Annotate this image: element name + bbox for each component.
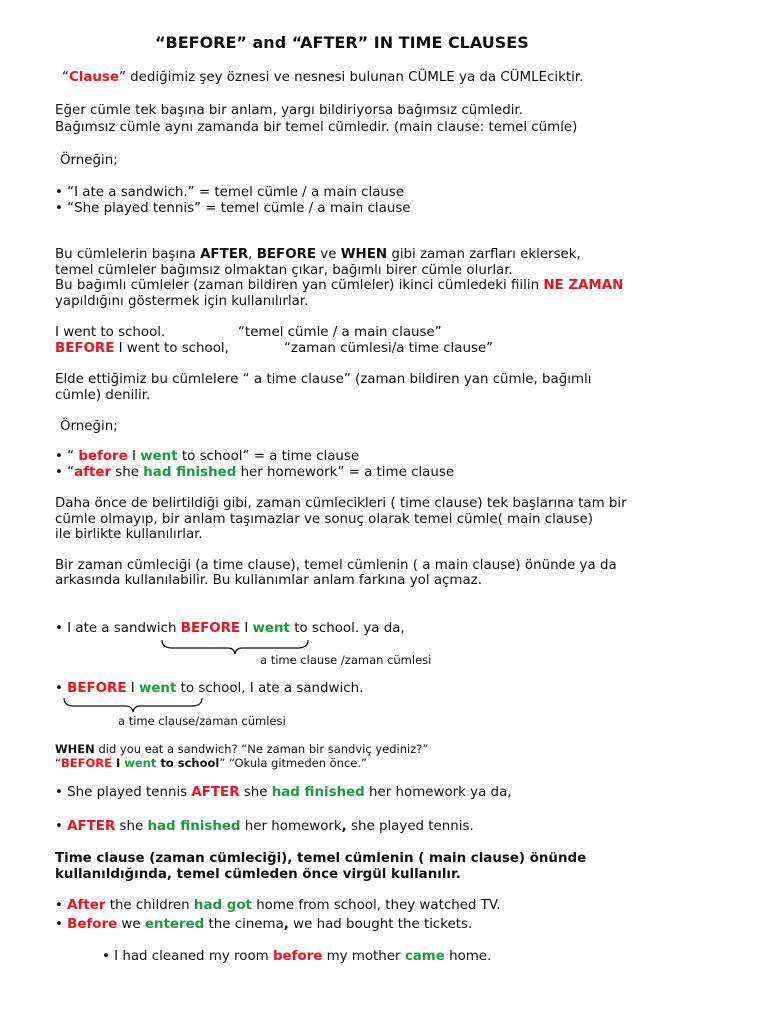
- before-answer: [55, 755, 367, 771]
- keyword-before: BEFORE: [180, 621, 241, 636]
- text-run: Bu bağımlı cümleler (zaman bildiren yan cümleler) ikinci cümledeki fiilin: [55, 278, 544, 293]
- keyword-after: After: [67, 898, 106, 913]
- example-sentence-7: [102, 949, 491, 965]
- text-run: the cinema: [204, 917, 284, 932]
- text-run: her homework” = a time clause: [236, 465, 455, 480]
- text-run: ,: [248, 247, 257, 262]
- keyword-before: BEFORE: [60, 756, 112, 770]
- text-run: home from school, they watched TV.: [251, 898, 501, 913]
- text-run: did you eat a sandwich? “Ne zaman bir sandviç yediniz?”: [94, 742, 429, 756]
- text-run: she: [111, 465, 144, 480]
- paragraph-2-line-4: yapıldığını göstermek için kullanılırlar.: [55, 294, 309, 309]
- keyword-before: BEFORE: [55, 341, 115, 356]
- keyword-before: before: [272, 949, 323, 964]
- paragraph-4-line-3: ile birlikte kullanılırlar.: [55, 527, 203, 542]
- intro-line: [62, 70, 583, 86]
- keyword-after: AFTER: [67, 819, 116, 834]
- text-run: she: [239, 785, 272, 800]
- paragraph-2-line-1: [55, 247, 581, 263]
- example-sentence-3: [55, 785, 512, 801]
- paragraph-3-line-1: Elde ettiğimiz bu cümlelere “ a time clause” (zaman bildiren yan cümle, bağımlı: [55, 372, 592, 387]
- bullet-time-clause-1: [55, 449, 359, 465]
- paragraph-4-line-2: cümle olmayıp, bir anlam taşımazlar ve sonuç olarak temel cümle( main clause): [55, 512, 593, 527]
- example-main-clause-note: “temel cümle / a main clause”: [238, 325, 442, 340]
- text-run: her homework ya da,: [364, 785, 512, 800]
- example-time-clause-note: “zaman cümlesi/a time clause”: [284, 341, 494, 356]
- keyword-before: before: [78, 449, 128, 464]
- paragraph-5-line-1: Bir zaman cümleciği (a time clause), temel cümlenin ( a main clause) önünde ya da: [55, 558, 617, 573]
- text-run: to school. ya da,: [289, 621, 405, 636]
- text-run: I went to school,: [114, 341, 229, 356]
- example-sentence-6: [55, 917, 472, 933]
- example-sentence-4: [55, 819, 474, 835]
- quote-mark: “: [62, 70, 69, 85]
- text-run: we had bought the tickets.: [288, 917, 473, 932]
- text-run: • I ate a sandwich: [55, 621, 181, 636]
- bullet-main-clause-1: • “I ate a sandwich.” = temel cümle / a main clause: [55, 185, 405, 200]
- keyword-when: WHEN: [55, 742, 95, 756]
- example-time-clause: [55, 341, 229, 357]
- verb-went: went: [252, 621, 290, 636]
- text-run: •: [55, 819, 68, 834]
- text-run: her homework: [240, 819, 342, 834]
- verb-entered: entered: [144, 917, 205, 932]
- text-run: ” “Okula gitmeden önce.”: [219, 756, 367, 770]
- comma-mark: ,: [283, 917, 289, 932]
- verb-had-finished: had finished: [147, 819, 241, 834]
- text-run: my mother: [322, 949, 405, 964]
- text-run: to school” = a time clause: [177, 449, 360, 464]
- verb-came: came: [404, 949, 445, 964]
- verb-had-finished: had finished: [143, 465, 237, 480]
- text-run: gibi zaman zarfları eklersek,: [387, 247, 581, 262]
- keyword-before: Before: [67, 917, 118, 932]
- keyword-when: WHEN: [340, 247, 388, 262]
- text-run: I: [240, 621, 253, 636]
- keyword-before: BEFORE: [67, 681, 127, 696]
- rule-line-1: Time clause (zaman cümleciği), temel cümlenin ( main clause) önünde: [55, 851, 587, 866]
- paragraph-5-line-2: arkasında kullanılabilir. Bu kullanımlar anlam farkına yol açmaz.: [55, 573, 482, 588]
- text-run: we: [117, 917, 145, 932]
- keyword-before: BEFORE: [256, 247, 317, 262]
- text-run: •: [55, 898, 68, 913]
- example-heading-1: Örneğin;: [60, 153, 118, 168]
- quote-mark: “: [55, 756, 61, 770]
- paragraph-4-line-1: Daha önce de belirtildiği gibi, zaman cümlecikleri ( time clause) tek başlarına tam bir: [55, 496, 627, 511]
- text-run: • I had cleaned my room: [102, 949, 273, 964]
- text-run: home.: [444, 949, 492, 964]
- verb-had-finished: had finished: [271, 785, 365, 800]
- paragraph-2-line-2: temel cümleler bağımsız olmaktan çıkar, bağımlı birer cümle olurlar.: [55, 263, 513, 278]
- verb-went: went: [124, 756, 157, 770]
- text-run: to school: [156, 756, 220, 770]
- paragraph-3-line-2: cümle) denilir.: [55, 388, 151, 403]
- rule-line-2: kullanıldığında, temel cümleden önce virgül kullanılır.: [55, 867, 461, 882]
- example-sentence-5: [55, 898, 501, 914]
- text-run: ve: [316, 247, 341, 262]
- text-run: to school, I ate a sandwich.: [176, 681, 364, 696]
- text-run: Bu cümlelerin başına: [55, 247, 201, 262]
- text-run: the children: [105, 898, 194, 913]
- time-clause-note-2: a time clause/zaman cümlesi: [118, 714, 286, 728]
- paragraph-2-line-3: [55, 278, 623, 294]
- text-run: she played tennis.: [346, 819, 474, 834]
- keyword-after: AFTER: [200, 247, 249, 262]
- keyword-after: after: [74, 465, 112, 480]
- curly-brace-under-time-clause-2: [62, 696, 212, 714]
- example-main-clause: I went to school.: [55, 325, 166, 340]
- paragraph-1-line-1: Eğer cümle tek başına bir anlam, yargı bildiriyorsa bağımsız cümledir.: [55, 103, 523, 118]
- text-run: •: [55, 917, 68, 932]
- page-title: “BEFORE” and “AFTER” IN TIME CLAUSES: [155, 33, 529, 52]
- text-run: •: [55, 681, 68, 696]
- verb-had-got: had got: [193, 898, 252, 913]
- text-run: she: [115, 819, 148, 834]
- bullet-main-clause-2: • “She played tennis” = temel cümle / a main clause: [55, 201, 411, 216]
- text-run: I: [126, 681, 139, 696]
- example-sentence-2: [55, 681, 363, 697]
- bullet-time-clause-2: [55, 465, 454, 481]
- comma-mark: ,: [341, 819, 347, 834]
- text-run: • She played tennis: [55, 785, 192, 800]
- quote-mark: ”: [118, 70, 126, 85]
- keyword-ne-zaman: NE ZAMAN: [543, 278, 624, 293]
- clause-term: Clause: [68, 70, 119, 85]
- text-run: • “: [55, 449, 79, 464]
- text-run: I: [111, 756, 125, 770]
- text-run: • “: [55, 465, 75, 480]
- verb-went: went: [138, 681, 177, 696]
- intro-text: dediğimiz şey öznesi ve nesnesi bulunan CÜMLE ya da CÜMLEciktir.: [125, 70, 584, 85]
- verb-went: went: [140, 449, 178, 464]
- keyword-after: AFTER: [191, 785, 240, 800]
- example-heading-2: Örneğin;: [60, 419, 118, 434]
- time-clause-note-1: a time clause /zaman cümlesi: [260, 653, 432, 667]
- example-sentence-1: [55, 621, 405, 637]
- text-run: I: [127, 449, 141, 464]
- paragraph-1-line-2: Bağımsız cümle aynı zamanda bir temel cümledir. (main clause: temel cümle): [55, 120, 578, 135]
